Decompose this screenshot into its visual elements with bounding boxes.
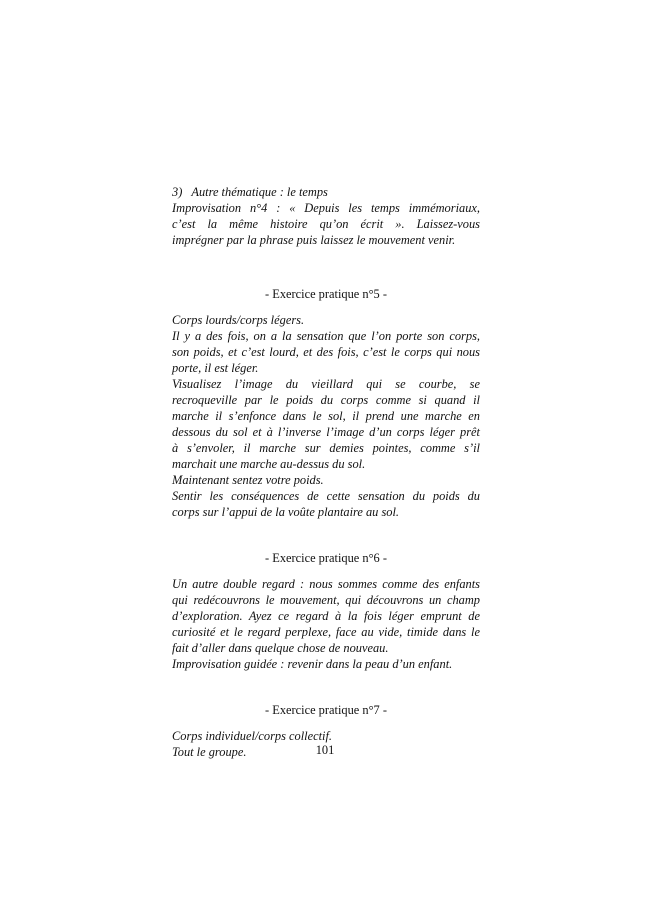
- exercise-6-title: - Exercice pratique n°6 -: [265, 551, 387, 565]
- exercise-5-line: Corps lourds/corps légers.: [172, 313, 305, 327]
- exercise-6-line: fait d’aller dans quelque chose de nouveau.: [172, 641, 389, 655]
- exercise-7-title: - Exercice pratique n°7 -: [265, 703, 387, 717]
- theme-line: imprégner par la phrase puis laissez le mouvement venir.: [172, 233, 456, 247]
- exercise-5-line: Maintenant sentez votre poids.: [172, 473, 324, 487]
- exercise-6-text: [172, 576, 480, 672]
- theme-line: Improvisation n°4 : « Depuis les temps immémoriaux,: [172, 201, 480, 215]
- page-body: [172, 184, 480, 760]
- exercise-5-line: Sentir les conséquences de cette sensation du poids du: [172, 489, 480, 503]
- theme-section: [172, 184, 480, 248]
- exercise-5-line: corps sur l’appui de la voûte plantaire au sol.: [172, 505, 400, 519]
- theme-line: c’est la même histoire qu’on écrit ». Laissez-vous: [172, 217, 480, 231]
- exercise-5-line: dessous du sol et à l’inverse l’image d’un corps léger prêt: [172, 425, 480, 439]
- exercise-6-line: curiosité et le regard perplexe, face au vide, timide dans le: [172, 625, 480, 639]
- exercise-5-line: à s’envoler, il marche sur demies pointes, comme s’il: [172, 441, 480, 455]
- page-number: 101: [315, 743, 335, 757]
- exercise-5-line: marchait une marche au-dessus du sol.: [172, 457, 366, 471]
- exercise-6-line: Improvisation guidée : revenir dans la peau d’un enfant.: [172, 657, 453, 671]
- exercise-6-line: qui redécouvrons le mouvement, qui découvrons un champ: [172, 593, 480, 607]
- exercise-5-text: [172, 312, 480, 520]
- theme-heading: 3) Autre thématique : le temps: [172, 185, 328, 199]
- exercise-6-line: d’exploration. Ayez ce regard à la fois léger emprunt de: [172, 609, 480, 623]
- exercise-5-line: marche il s’enfonce dans le sol, il prend une marche en: [172, 409, 480, 423]
- exercise-5-line: Visualisez l’image du vieillard qui se courbe, se: [172, 377, 480, 391]
- exercise-5-title: - Exercice pratique n°5 -: [265, 287, 387, 301]
- exercise-6-line: Un autre double regard : nous sommes comme des enfants: [172, 577, 480, 591]
- exercise-5-line: son poids, et c’est lourd, et des fois, c’est le corps qui nous: [172, 345, 480, 359]
- exercise-7-line: Corps individuel/corps collectif.: [172, 729, 333, 743]
- exercise-5-line: porte, il est léger.: [172, 361, 259, 375]
- exercise-5-line: recroqueville par le poids du corps comme si quand il: [172, 393, 480, 407]
- exercise-5-line: Il y a des fois, on a la sensation que l’on porte son corps,: [172, 329, 480, 343]
- exercise-7-line: Tout le groupe.: [172, 745, 247, 759]
